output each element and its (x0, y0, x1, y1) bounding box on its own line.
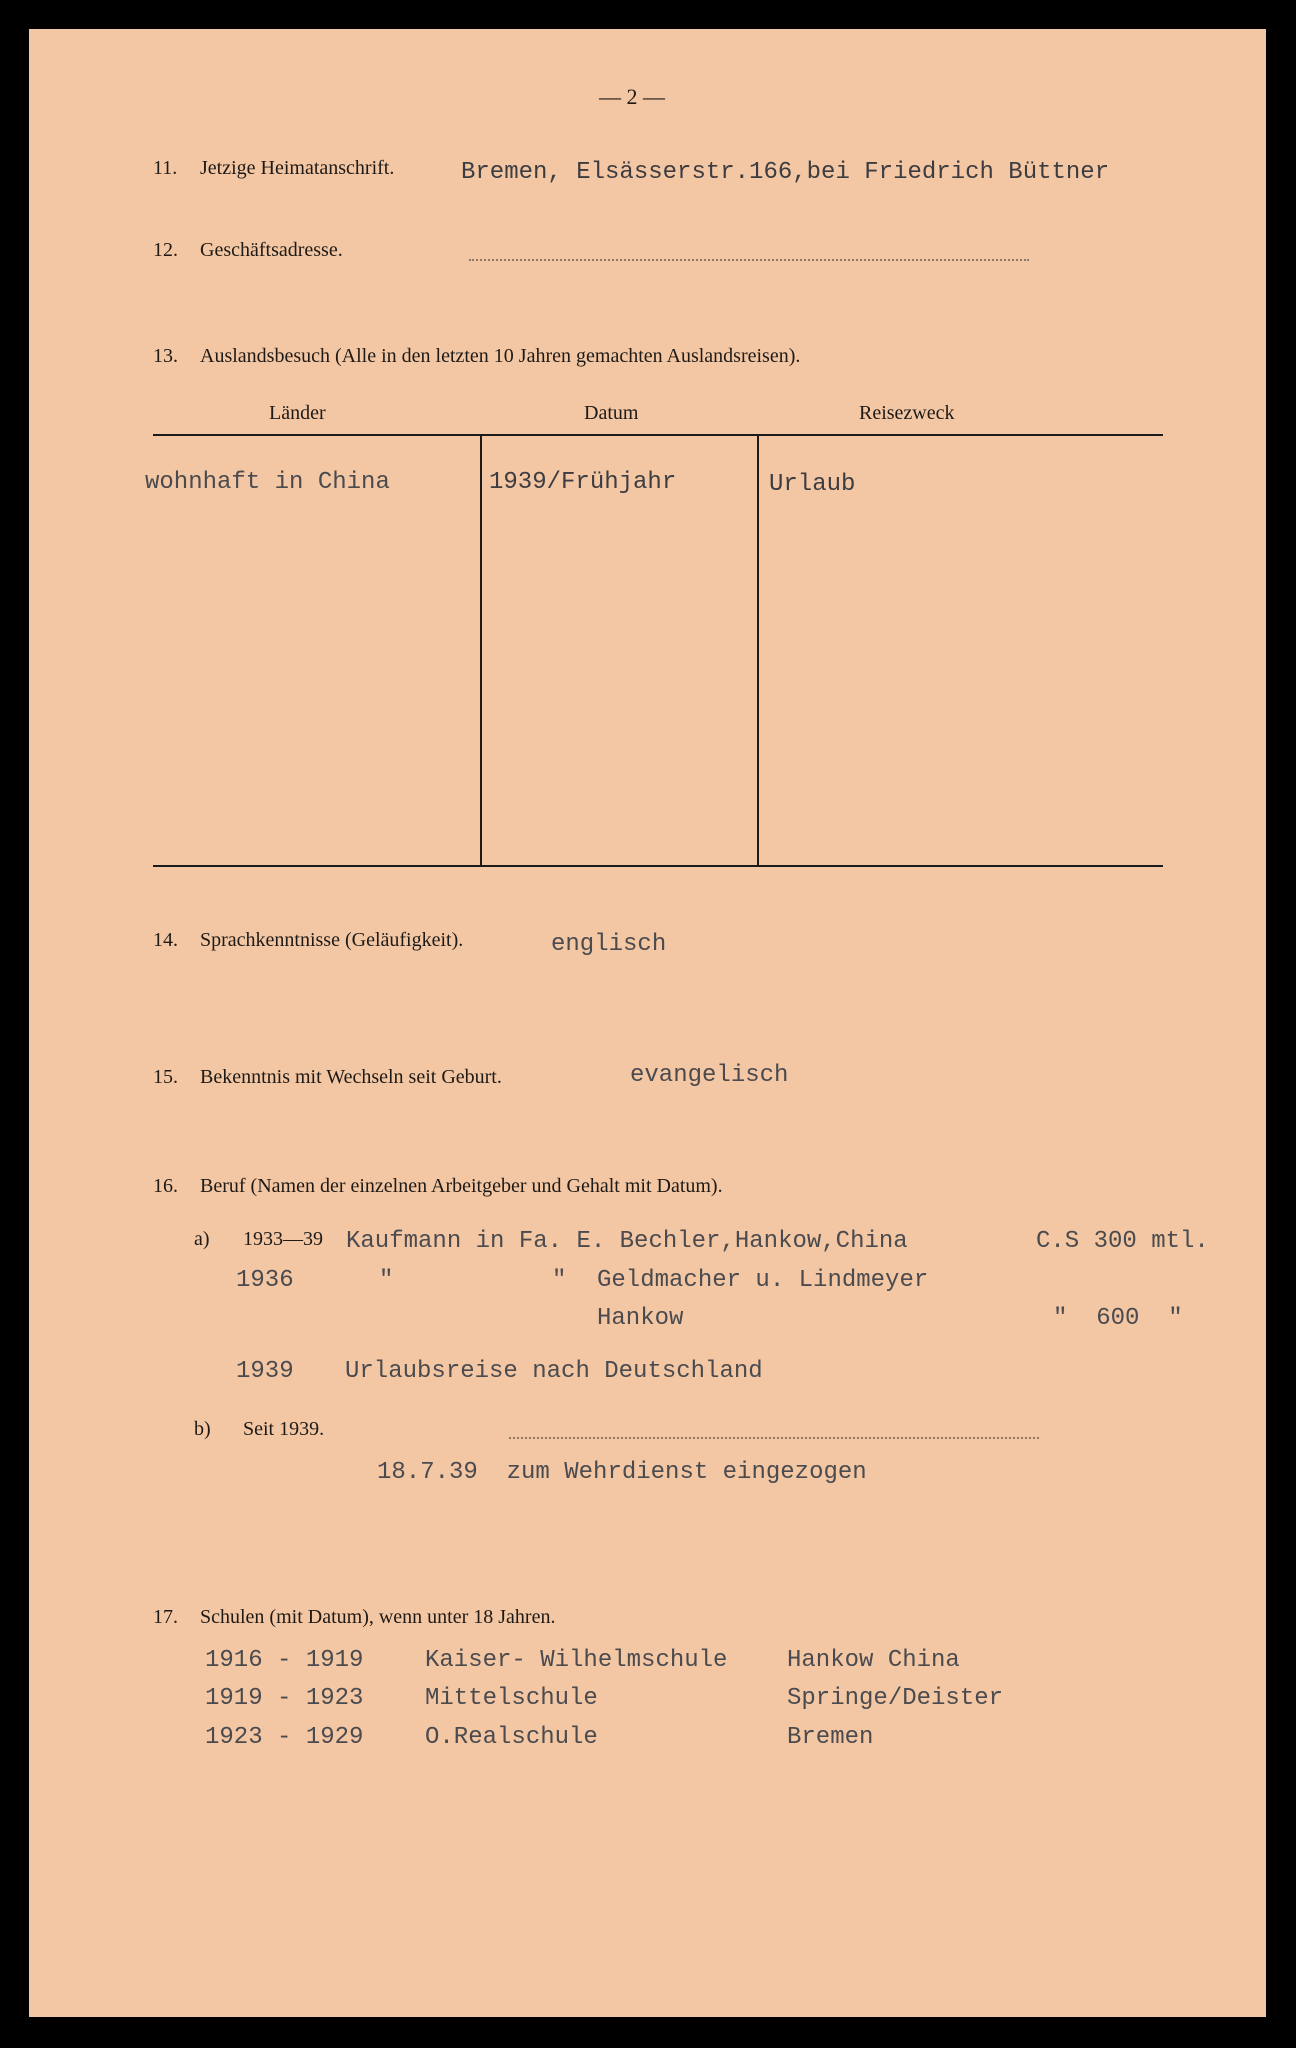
item-16-a-years: 1933—39 (243, 1228, 323, 1250)
item-14-number: 14. (153, 929, 178, 951)
employment-row-4-year: 1939 (236, 1358, 294, 1385)
item-11-number: 11. (153, 157, 178, 179)
travel-table-bottom-rule (153, 865, 1163, 867)
travel-column-header-purpose: Reisezweck (859, 402, 955, 424)
travel-table-divider-1 (480, 434, 482, 867)
item-15-label: Bekenntnis mit Wechseln seit Geburt. (200, 1066, 502, 1088)
item-12-label: Geschäftsadresse. (200, 239, 343, 261)
school-row-2-school: Mittelschule (425, 1685, 598, 1712)
item-16-b-text: Seit 1939. (243, 1418, 325, 1440)
travel-row-country: wohnhaft in China (145, 469, 390, 496)
item-11-value: Bremen, Elsässerstr.166,bei Friedrich Büttner (461, 159, 1110, 186)
employment-row-1-salary: C.S 300 mtl. (1036, 1228, 1209, 1255)
employment-row-3-desc: Hankow (597, 1305, 684, 1332)
employment-row-2-ditto-1: " (379, 1267, 394, 1294)
item-13-number: 13. (153, 345, 178, 367)
travel-table-divider-2 (757, 436, 759, 867)
employment-row-4-desc: Urlaubsreise nach Deutschland (345, 1358, 763, 1385)
item-15-number: 15. (153, 1066, 178, 1088)
employment-row-3-salary: " 600 " (1053, 1305, 1183, 1332)
item-17-number: 17. (153, 1606, 178, 1628)
travel-column-header-date: Datum (584, 402, 639, 424)
item-14-label: Sprachkenntnisse (Geläufigkeit). (200, 929, 464, 951)
school-row-2-place: Springe/Deister (787, 1685, 1004, 1712)
employment-row-2-ditto-2: " (552, 1267, 567, 1294)
travel-table-top-rule (153, 434, 1163, 436)
item-16-b-label: b) (194, 1418, 211, 1440)
school-row-2-period: 1919 - 1923 (205, 1685, 364, 1712)
school-row-1-place: Hankow China (787, 1647, 960, 1674)
document-sheet (29, 29, 1266, 2017)
item-13-label: Auslandsbesuch (Alle in den letzten 10 Jahren gemachten Auslandsreisen). (200, 345, 801, 367)
item-12-number: 12. (153, 239, 178, 261)
item-16-b-value: 18.7.39 zum Wehrdienst eingezogen (377, 1459, 867, 1486)
item-14-value: englisch (551, 931, 667, 958)
item-17-label: Schulen (mit Datum), wenn unter 18 Jahren. (200, 1606, 556, 1628)
school-row-3-period: 1923 - 1929 (205, 1724, 364, 1751)
item-16-label: Beruf (Namen der einzelnen Arbeitgeber und Gehalt mit Datum). (200, 1175, 723, 1197)
travel-row-date: 1939/Frühjahr (489, 469, 677, 496)
item-16-a-label: a) (194, 1228, 210, 1250)
item-16-b-dotted-line (509, 1437, 1039, 1439)
item-15-value: evangelisch (630, 1062, 789, 1089)
school-row-3-place: Bremen (787, 1724, 874, 1751)
school-row-3-school: O.Realschule (425, 1724, 598, 1751)
travel-row-purpose: Urlaub (769, 471, 856, 498)
employment-row-2-desc: Geldmacher u. Lindmeyer (597, 1267, 929, 1294)
travel-column-header-countries: Länder (269, 402, 326, 424)
item-11-label: Jetzige Heimatanschrift. (200, 157, 395, 179)
page-number: — 2 — (599, 84, 665, 109)
employment-row-2-year: 1936 (236, 1267, 294, 1294)
employment-row-1-desc: Kaufmann in Fa. E. Bechler,Hankow,China (346, 1228, 908, 1255)
item-16-number: 16. (153, 1175, 178, 1197)
item-12-dotted-line (469, 259, 1029, 261)
school-row-1-period: 1916 - 1919 (205, 1647, 364, 1674)
school-row-1-school: Kaiser- Wilhelmschule (425, 1647, 728, 1674)
